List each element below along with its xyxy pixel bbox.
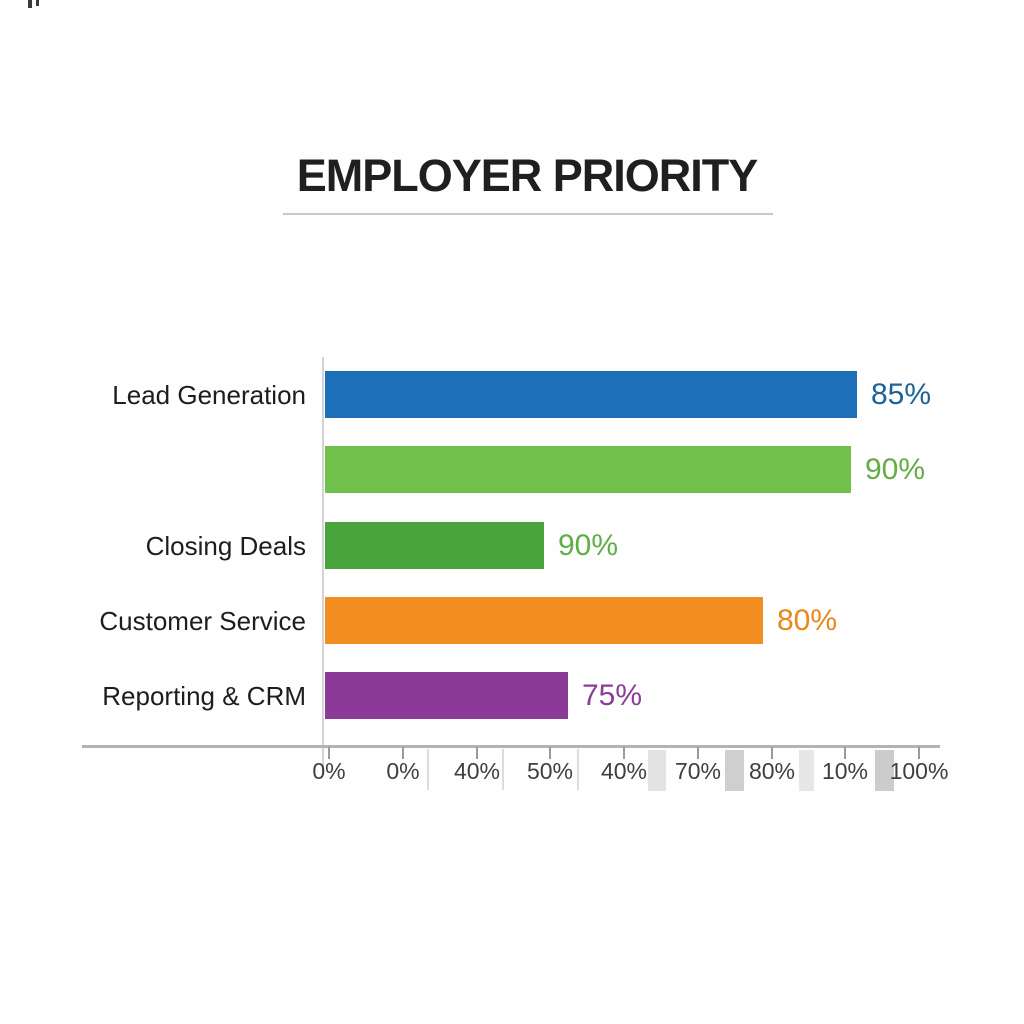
- x-tick-label: 100%: [889, 758, 949, 784]
- axis-gray-band: [648, 750, 666, 791]
- value-label: 90%: [558, 528, 619, 562]
- x-tick-label: 0%: [312, 758, 346, 784]
- bar-closing-deals: [325, 522, 544, 569]
- value-label: 90%: [865, 452, 926, 486]
- category-label: Lead Generation: [112, 379, 306, 410]
- axis-grid-line: [577, 749, 579, 790]
- value-label: 85%: [871, 377, 932, 411]
- value-label: 80%: [777, 603, 838, 637]
- x-tick-label: 40%: [600, 758, 648, 784]
- x-axis-baseline: [82, 745, 940, 748]
- x-tick-label: 0%: [386, 758, 420, 784]
- x-tick-label: 10%: [821, 758, 869, 784]
- bar-reporting-crm: [325, 672, 568, 719]
- image-artifact: [28, 0, 32, 8]
- axis-grid-line: [427, 749, 429, 790]
- category-label: Customer Service: [99, 605, 306, 636]
- chart-title: EMPLOYER PRIORITY: [296, 150, 758, 201]
- axis-gray-band: [725, 750, 744, 791]
- value-label: 75%: [582, 678, 643, 712]
- bar-lead-generation: [325, 371, 857, 418]
- axis-gray-band: [799, 750, 814, 791]
- category-label: Reporting & CRM: [102, 680, 306, 711]
- image-artifact: [36, 0, 39, 6]
- x-tick-label: 50%: [526, 758, 574, 784]
- x-tick-label: 40%: [453, 758, 501, 784]
- category-label: Closing Deals: [145, 530, 306, 561]
- x-tick-label: 80%: [748, 758, 796, 784]
- y-axis-line: [322, 357, 324, 771]
- axis-grid-line: [502, 749, 504, 790]
- bar-customer-service: [325, 597, 763, 644]
- bar-unlabeled: [325, 446, 851, 493]
- x-tick-label: 70%: [674, 758, 722, 784]
